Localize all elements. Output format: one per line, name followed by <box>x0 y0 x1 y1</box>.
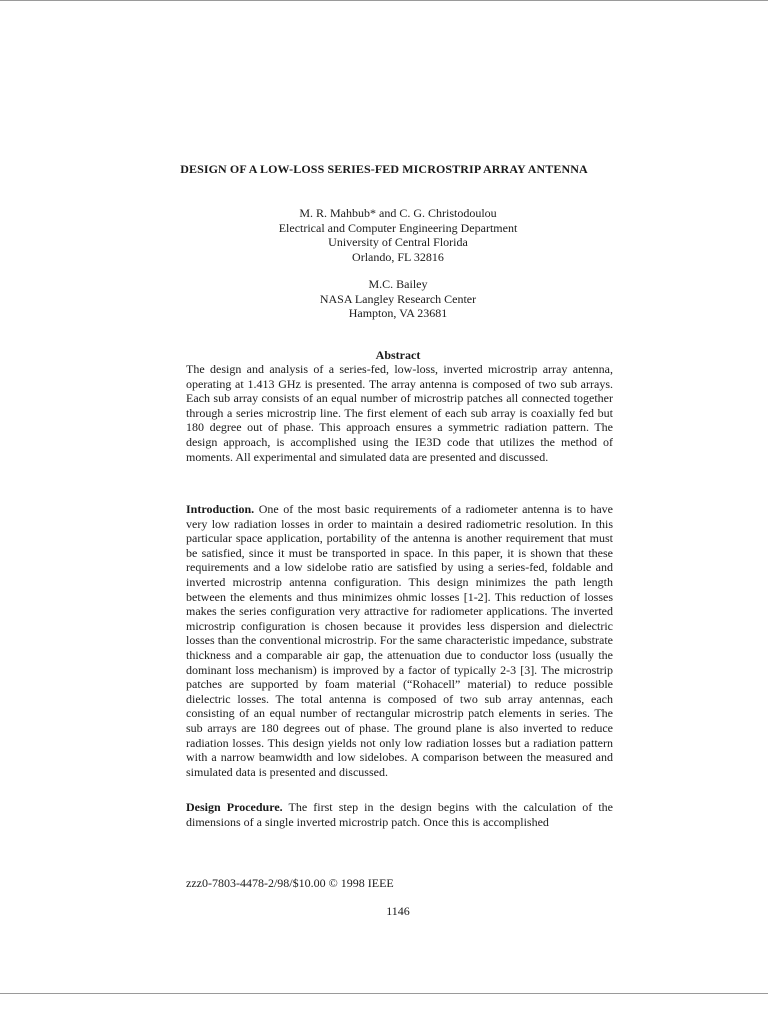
copyright-notice: zzz0-7803-4478-2/98/$10.00 © 1998 IEEE <box>186 876 394 890</box>
author-block-nasa <box>0 277 768 321</box>
abstract-paragraph: The design and analysis of a series-fed, low-loss, inverted microstrip array antenna, operating at 1.413 GHz is presented. The array antenna is composed of two sub arrays. Each sub array consists of an equal number of microstrip patches all connected together through a series microstrip line. The first element of each sub array is coaxially fed but 180 degree out of phase. This approach ensures a symmetric radiation pattern. The design approach, is accomplished using the IE3D code that utilizes the method of moments. All experimental and simulated data are presented and discussed. <box>186 362 613 464</box>
introduction-paragraph <box>186 502 613 779</box>
paper-title: DESIGN OF A LOW-LOSS SERIES-FED MICROSTRIP ARRAY ANTENNA <box>180 162 588 176</box>
introduction-heading: Introduction. <box>186 502 255 516</box>
page-bottom-edge <box>0 993 768 994</box>
design-procedure-paragraph <box>186 800 613 829</box>
institution: NASA Langley Research Center <box>319 291 477 306</box>
author-names: M. R. Mahbub* and C. G. Christodoulou <box>299 206 497 220</box>
author-names: M.C. Bailey <box>368 277 428 291</box>
design-procedure-text: The first step in the design begins with the calculation of the dimensions of a single inverted microstrip patch. Once this is accomplished <box>186 800 613 829</box>
page-top-edge <box>0 0 768 1</box>
address: Orlando, FL 32816 <box>352 249 444 264</box>
abstract-heading: Abstract <box>375 348 421 362</box>
introduction-text: One of the most basic requirements of a radiometer antenna is to have very low radiation losses in order to maintain a desired radiometric resolution. In this particular space application, portability of the antenna is another requirement that must be satisfied, since it must be transported in space. In this paper, it is shown that these requirements and a low sidelobe ratio are satisfied by using a series-fed, foldable and inverted microstrip antenna configuration. This design minimizes the path length between the elements and thus minimizes ohmic losses [1-2]. This reduction of losses makes the series configuration very attractive for radiometer applications. The inverted microstrip configuration is chosen because it provides less dispersion and dielectric losses than the conventional microstrip. For the same characteristic impedance, substrate thickness and a comparable air gap, the attenuation due to conductor loss (usually the dominant loss mechanism) is improved by a factor of typically 2-3 [3]. The microstrip patches are supported by foam material (“Rohacell” material) to reduce possible dielectric losses. The total antenna is composed of two sub array antennas, each consisting of an equal number of rectangular microstrip patch elements in series. The sub arrays are 180 degrees out of phase. The ground plane is also inverted to reduce radiation losses. This design yields not only low radiation losses but a radiation pattern with a narrow beamwidth and low sidelobes. A comparison between the measured and simulated data is presented and discussed. <box>186 502 614 779</box>
address: Hampton, VA 23681 <box>348 306 448 320</box>
university: University of Central Florida <box>328 235 468 249</box>
author-block-ucf <box>0 206 768 264</box>
department: Electrical and Computer Engineering Department <box>278 220 518 235</box>
design-procedure-heading: Design Procedure. <box>186 800 283 814</box>
page-number: 1146 <box>386 904 410 918</box>
